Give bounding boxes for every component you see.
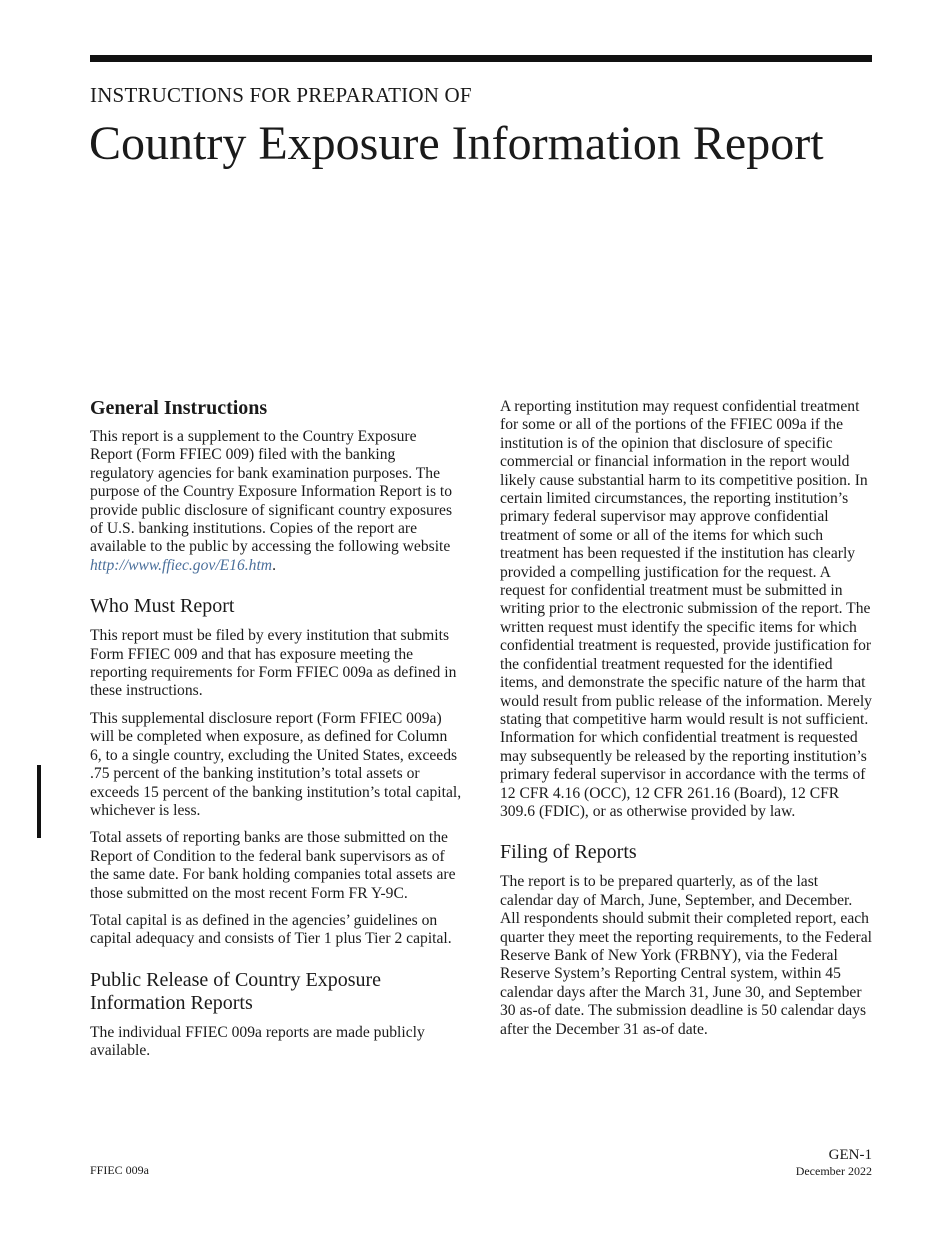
- document-title: Country Exposure Information Report: [89, 117, 824, 170]
- who-paragraph-4: Total capital is as defined in the agencies’ guidelines on capital adequacy and consists of Tier 1 plus Tier 2 capital.: [90, 911, 452, 948]
- footer-date: December 2022: [795, 1164, 872, 1178]
- public-release-paragraph-1: The individual FFIEC 009a reports are made publicly available.: [90, 1023, 425, 1060]
- general-paragraph: [90, 428, 462, 575]
- footer-form-number: FFIEC 009a: [90, 1163, 150, 1177]
- footer-page-info: [796, 1147, 872, 1178]
- public-release-heading: Public Release of Country Exposure Information Reports: [90, 968, 382, 1014]
- who-paragraph-1: This report must be filed by every institution that submits Form FFIEC 009 and that has exposure meeting the reporting requirements for Form FFIEC 009a as defined in these instructions.: [90, 627, 457, 700]
- who-paragraph-3: Total assets of reporting banks are those submitted on the Report of Condition to the federal bank supervisors as of the same date. For bank holding companies total assets are those submitted on the most recent Form FR Y-9C.: [90, 829, 456, 902]
- page-number: GEN-1: [828, 1147, 872, 1163]
- who-must-report-heading: Who Must Report: [90, 595, 235, 618]
- filing-paragraph: The report is to be prepared quarterly, as of the last calendar day of March, June, September, and December. All respondents should submit their completed report, each quarter they meet the reporting requirements, to the Federal Reserve Bank of New York (FRBNY), via the Federal Reserve System’s Reporting Central system, within 45 calendar days after the March 31, June 30, and September 30 as-of date. The submission deadline is 50 calendar days after the December 31 as-of date.: [500, 873, 872, 1038]
- general-paragraph-text: This report is a supplement to the Country Exposure Report (Form FFIEC 009) filed with the banking regulatory agencies for bank examination purposes. The purpose of the Country Exposure Information Report is to provide public disclosure of significant country exposures of U.S. banking institutions. Copies of the report are available to the public by accessing the following website: [90, 428, 453, 556]
- confidential-treatment-paragraph: A reporting institution may request confidential treatment for some or all of the portions of the FFIEC 009a if the institution is of the opinion that disclosure of specific commercial or financial information in the report would likely cause substantial harm to its competitive position. In certain limited circumstances, the reporting institution’s primary federal supervisor may approve confidential treatment of some or all of the items for which such treatment has been requested if the institution has clearly provided a compelling justification for the request. A request for confidential treatment must be submitted in writing prior to the electronic submission of the report. The written request must identify the specific items for which confidential treatment is requested, provide justification for the confidential treatment requested for the identified items, and demonstrate the specific nature of the harm that would result from public release of the information. Merely stating that competitive harm would result is not sufficient. Information for which confidential treatment is requested may subsequently be released by the reporting institution’s primary federal supervisor in accordance with the terms of 12 CFR 4.16 (OCC), 12 CFR 261.16 (Board), 12 CFR 309.6 (FDIC), or as otherwise provided by law.: [500, 398, 872, 820]
- general-paragraph-end: .: [272, 556, 276, 574]
- revision-change-bar: [37, 765, 41, 838]
- top-rule: [90, 55, 872, 62]
- right-column: [500, 398, 872, 1048]
- document-kicker: INSTRUCTIONS FOR PREPARATION OF: [90, 83, 472, 107]
- filing-of-reports-heading: Filing of Reports: [500, 841, 637, 864]
- left-column: [90, 395, 462, 1070]
- general-instructions-heading: General Instructions: [90, 397, 268, 419]
- ffiec-website-link[interactable]: http://www.ffiec.gov/E16.htm: [90, 556, 273, 574]
- who-paragraph-2: This supplemental disclosure report (Form FFIEC 009a) will be completed when exposure, as defined for Column 6, to a single country, excluding the United States, exceeds .75 percent of the banking institution’s total assets or exceeds 15 percent of the banking institution’s total capital, whichever is less.: [90, 709, 462, 819]
